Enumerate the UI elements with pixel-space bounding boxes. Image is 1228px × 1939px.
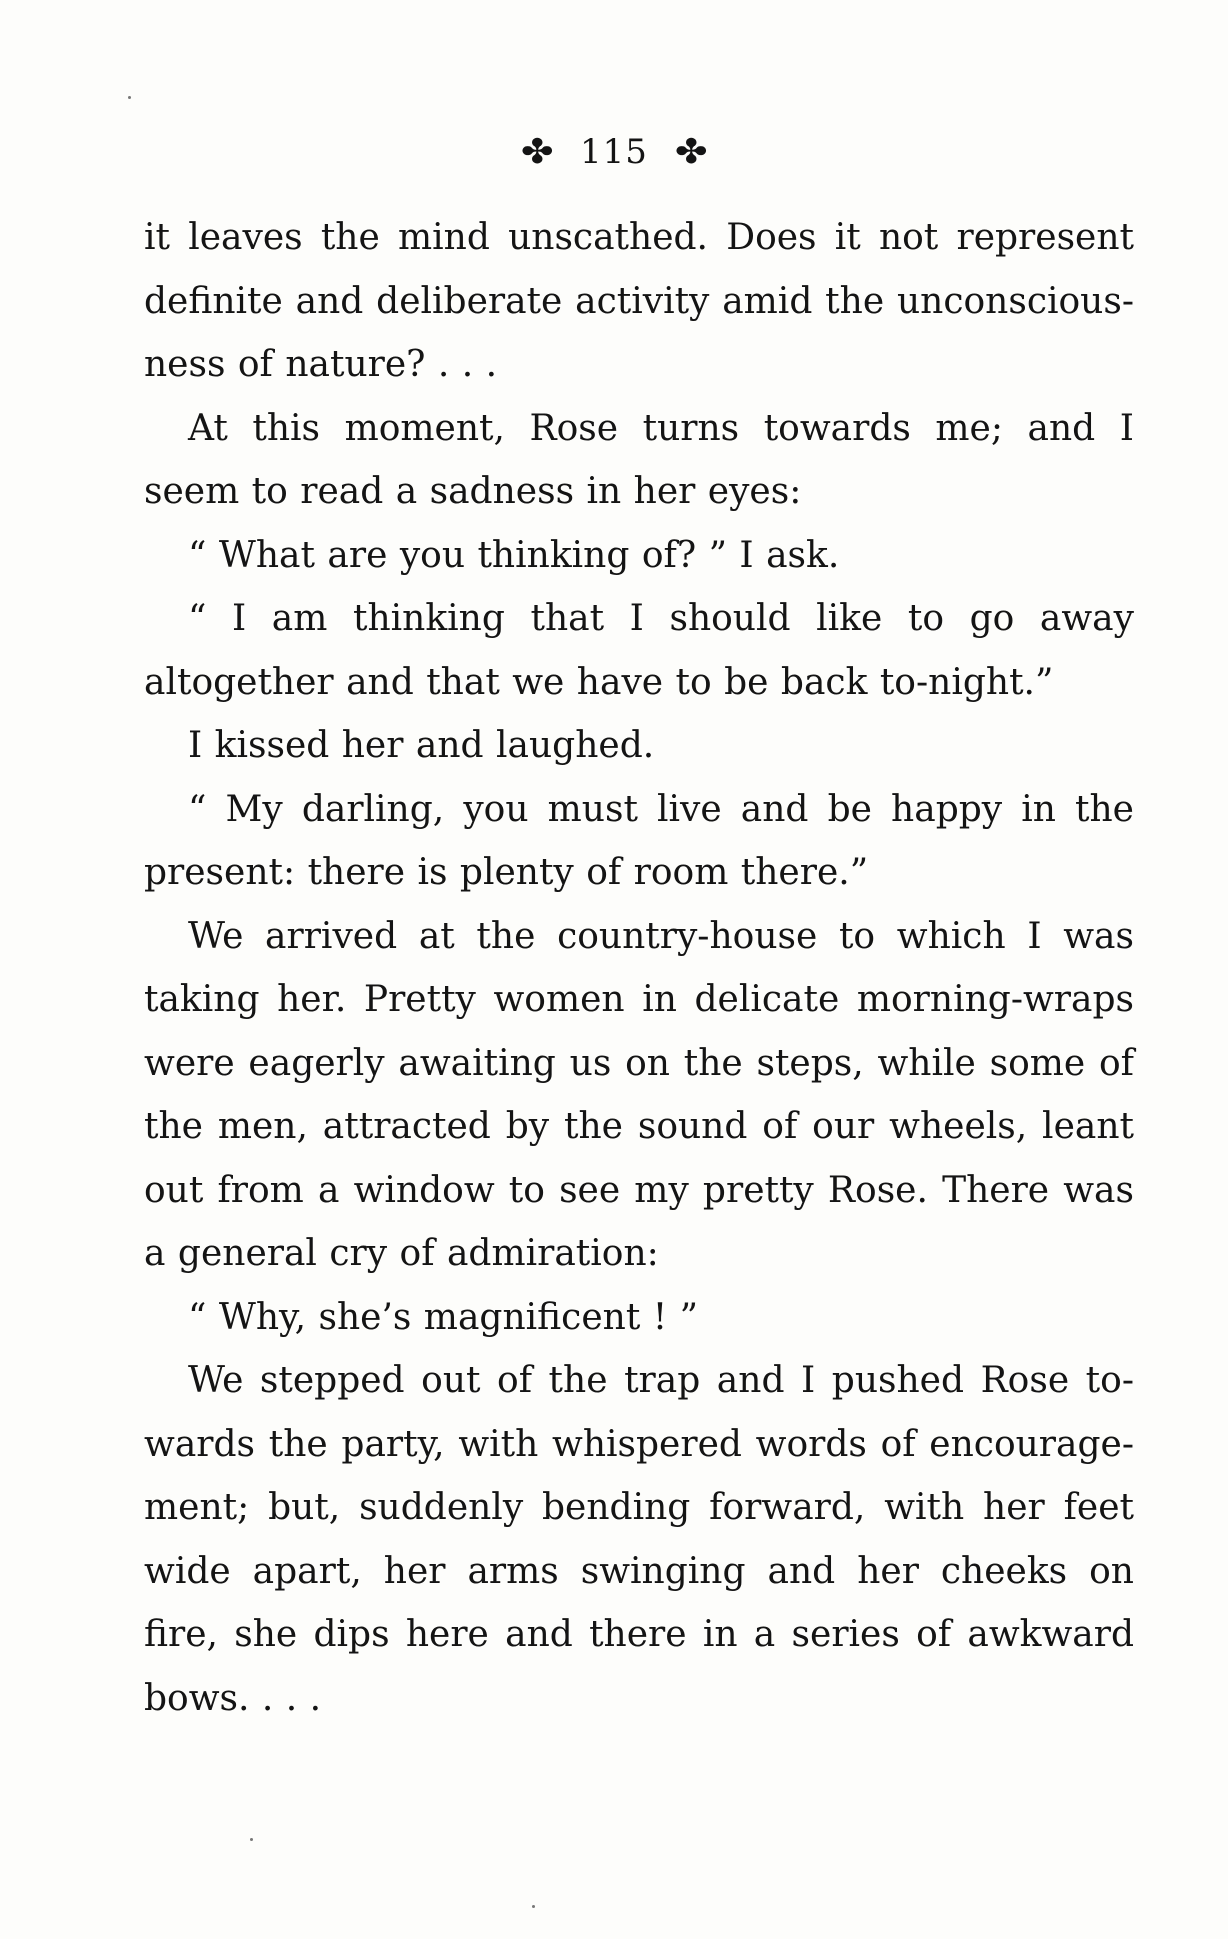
paragraph: “ My darling, you must live and be happy in the present: there is plenty of room there.”: [144, 788, 1134, 893]
paragraph: At this moment, Rose turns towards me; and I seem to read a sadness in her eyes:: [144, 407, 1134, 512]
paragraph: “ What are you thinking of? ” I ask.: [188, 534, 840, 576]
paper-speck: [532, 1905, 535, 1908]
fleuron-left-icon: ✤: [520, 132, 554, 172]
paragraph: We stepped out of the trap and I pushed Rose to-wards the party, with whispered words of encourage-ment; but, suddenly bending forward, with her feet wide apart, her arms swinging and her cheeks on fire, she dips here and there in a series of awkward bows. . . .: [144, 1360, 1134, 1719]
fleuron-right-icon: ✤: [674, 132, 708, 172]
paragraph: We arrived at the country-house to which I was taking her. Pretty women in delicate morning-wraps were eagerly awaiting us on the steps, while some of the men, attracted by the sound of our wheels, leant out from a window to see my pretty Rose. There was a general cry of admiration:: [144, 915, 1134, 1274]
page-body: [144, 206, 1134, 1730]
paragraph: I kissed her and laughed.: [188, 725, 655, 766]
page-number: 115: [580, 132, 648, 172]
paper-speck: [128, 96, 131, 99]
paragraph: “ I am thinking that I should like to go away altogether and that we have to be back to-night.”: [144, 598, 1134, 703]
page-header: [0, 128, 1228, 174]
paragraph: it leaves the mind unscathed. Does it not represent definite and deliberate activity amid the unconscious-ness of nature? . . .: [144, 217, 1134, 385]
paper-speck: [250, 1838, 253, 1841]
paragraph: “ Why, she’s magnificent ! ”: [188, 1296, 699, 1338]
